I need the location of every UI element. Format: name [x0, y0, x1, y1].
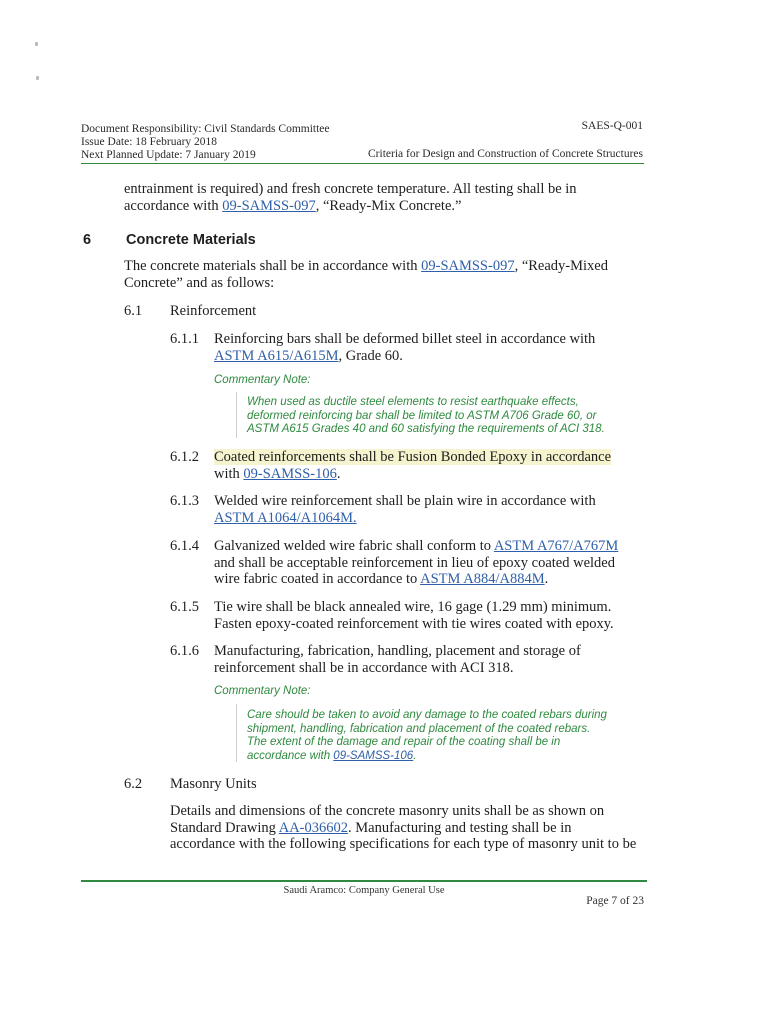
clause-6-1-5	[214, 599, 644, 632]
clause-line	[214, 510, 644, 527]
section6-line-2: Concrete” and as follows:	[124, 274, 275, 291]
doc-title: Criteria for Design and Construction of Concrete Structures	[368, 148, 643, 160]
intro-text: accordance with	[124, 197, 223, 214]
commentary-note-body	[247, 709, 647, 763]
clause-number: 6.1.6	[170, 643, 199, 659]
clause-6-1-2	[214, 449, 644, 482]
intro-paragraph	[124, 181, 644, 214]
clause-line	[214, 348, 644, 365]
note-line: shipment, handling, fabrication and placement of the coated rebars.	[247, 722, 591, 735]
para-text: , “Ready-Mixed	[514, 258, 608, 274]
intro-line-1: entrainment is required) and fresh concrete temperature. All testing shall be in	[124, 181, 577, 197]
scan-speck	[35, 42, 38, 46]
clause-line	[214, 538, 644, 555]
masonry-paragraph	[170, 803, 648, 853]
next-update: Next Planned Update: 7 January 2019	[81, 149, 256, 161]
clause-line	[214, 449, 644, 466]
note-margin-bar	[236, 392, 237, 438]
note-line: Care should be taken to avoid any damage to the coated rebars during	[247, 709, 607, 721]
link-astm-a767[interactable]: ASTM A767/A767M	[493, 538, 619, 554]
subsection-number: 6.1	[124, 303, 143, 319]
issue-date: Issue Date: 18 February 2018	[81, 136, 218, 148]
subsection-title: Reinforcement	[170, 303, 257, 319]
subsection-title: Masonry Units	[170, 776, 257, 792]
clause-line	[214, 571, 644, 588]
commentary-note-heading: Commentary Note:	[214, 374, 311, 386]
note-text: .	[413, 749, 417, 762]
link-astm-a1064[interactable]: ASTM A1064/A1064M.	[214, 509, 357, 526]
clause-text: Galvanized welded wire fabric shall conform to	[214, 538, 494, 554]
header-rule	[81, 163, 644, 164]
doc-number: SAES-Q-001	[581, 120, 643, 132]
footer-classification: Saudi Aramco: Company General Use	[283, 885, 445, 896]
clause-line: Manufacturing, fabrication, handling, placement and storage of	[214, 643, 581, 659]
clause-number: 6.1.3	[170, 493, 199, 509]
clause-6-1-4	[214, 538, 644, 588]
link-09-samss-097[interactable]: 09-SAMSS-097	[421, 258, 515, 274]
link-09-samss-097[interactable]: 09-SAMSS-097	[222, 197, 316, 214]
section6-line-1	[124, 258, 644, 275]
clause-line: reinforcement shall be in accordance with ACI 318.	[214, 659, 514, 676]
clause-line: and shall be acceptable reinforcement in lieu of epoxy coated welded	[214, 554, 615, 571]
highlighted-text: Coated reinforcements shall be Fusion Bonded Epoxy in accordance	[214, 449, 612, 465]
clause-text: with	[214, 465, 244, 482]
clause-line: Reinforcing bars shall be deformed billet steel in accordance with	[214, 331, 596, 347]
commentary-note-heading: Commentary Note:	[214, 685, 311, 697]
note-line: When used as ductile steel elements to resist earthquake effects,	[247, 396, 579, 408]
clause-number: 6.1.4	[170, 538, 199, 554]
section-title: Concrete Materials	[126, 232, 256, 248]
clause-6-1-3	[214, 493, 644, 526]
section-number: 6	[83, 232, 92, 248]
para-text: . Manufacturing and testing shall be in	[348, 819, 572, 836]
intro-text: , “Ready-Mix Concrete.”	[315, 197, 462, 214]
doc-responsibility: Document Responsibility: Civil Standards Committee	[81, 123, 330, 135]
para-text: Standard Drawing	[170, 819, 279, 836]
clause-text: .	[544, 571, 549, 587]
clause-number: 6.1.5	[170, 599, 199, 615]
link-aa-036602[interactable]: AA-036602	[278, 819, 349, 836]
link-astm-a615[interactable]: ASTM A615/A615M	[214, 347, 339, 364]
note-text: accordance with	[247, 749, 334, 762]
clause-text: , Grade 60.	[338, 347, 403, 364]
intro-line-2	[124, 198, 644, 215]
clause-text: .	[336, 465, 341, 482]
clause-6-1-1	[214, 331, 644, 364]
clause-6-1-6	[214, 643, 644, 676]
clause-line: Fasten epoxy-coated reinforcement with tie wires coated with epoxy.	[214, 615, 614, 632]
footer-rule	[81, 880, 647, 882]
clause-number: 6.1.2	[170, 449, 199, 465]
link-09-samss-106[interactable]: 09-SAMSS-106	[333, 749, 414, 762]
clause-line	[214, 466, 644, 483]
commentary-note-body	[247, 396, 647, 437]
link-09-samss-106[interactable]: 09-SAMSS-106	[243, 465, 337, 482]
para-line: accordance with the following specifications for each type of masonry unit to be	[170, 836, 637, 852]
clause-line: Welded wire reinforcement shall be plain wire in accordance with	[214, 493, 596, 509]
clause-text: wire fabric coated in accordance to	[214, 571, 421, 587]
clause-line: Tie wire shall be black annealed wire, 16 gage (1.29 mm) minimum.	[214, 599, 612, 615]
page-number: Page 7 of 23	[586, 895, 644, 907]
link-astm-a884[interactable]: ASTM A884/A884M	[420, 571, 545, 587]
note-line: deformed reinforcing bar shall be limited to ASTM A706 Grade 60, or	[247, 409, 597, 422]
note-line	[247, 750, 647, 764]
note-line: The extent of the damage and repair of the coating shall be in	[247, 736, 561, 748]
para-line: Details and dimensions of the concrete masonry units shall be as shown on	[170, 803, 605, 819]
note-line: ASTM A615 Grades 40 and 60 satisfying the requirements of ACI 318.	[247, 423, 605, 435]
para-text: The concrete materials shall be in accordance with	[124, 258, 422, 274]
section6-paragraph	[124, 258, 644, 291]
scan-speck	[36, 76, 39, 80]
para-line	[170, 820, 648, 837]
note-margin-bar	[236, 704, 237, 762]
subsection-number: 6.2	[124, 776, 143, 792]
clause-number: 6.1.1	[170, 331, 199, 347]
